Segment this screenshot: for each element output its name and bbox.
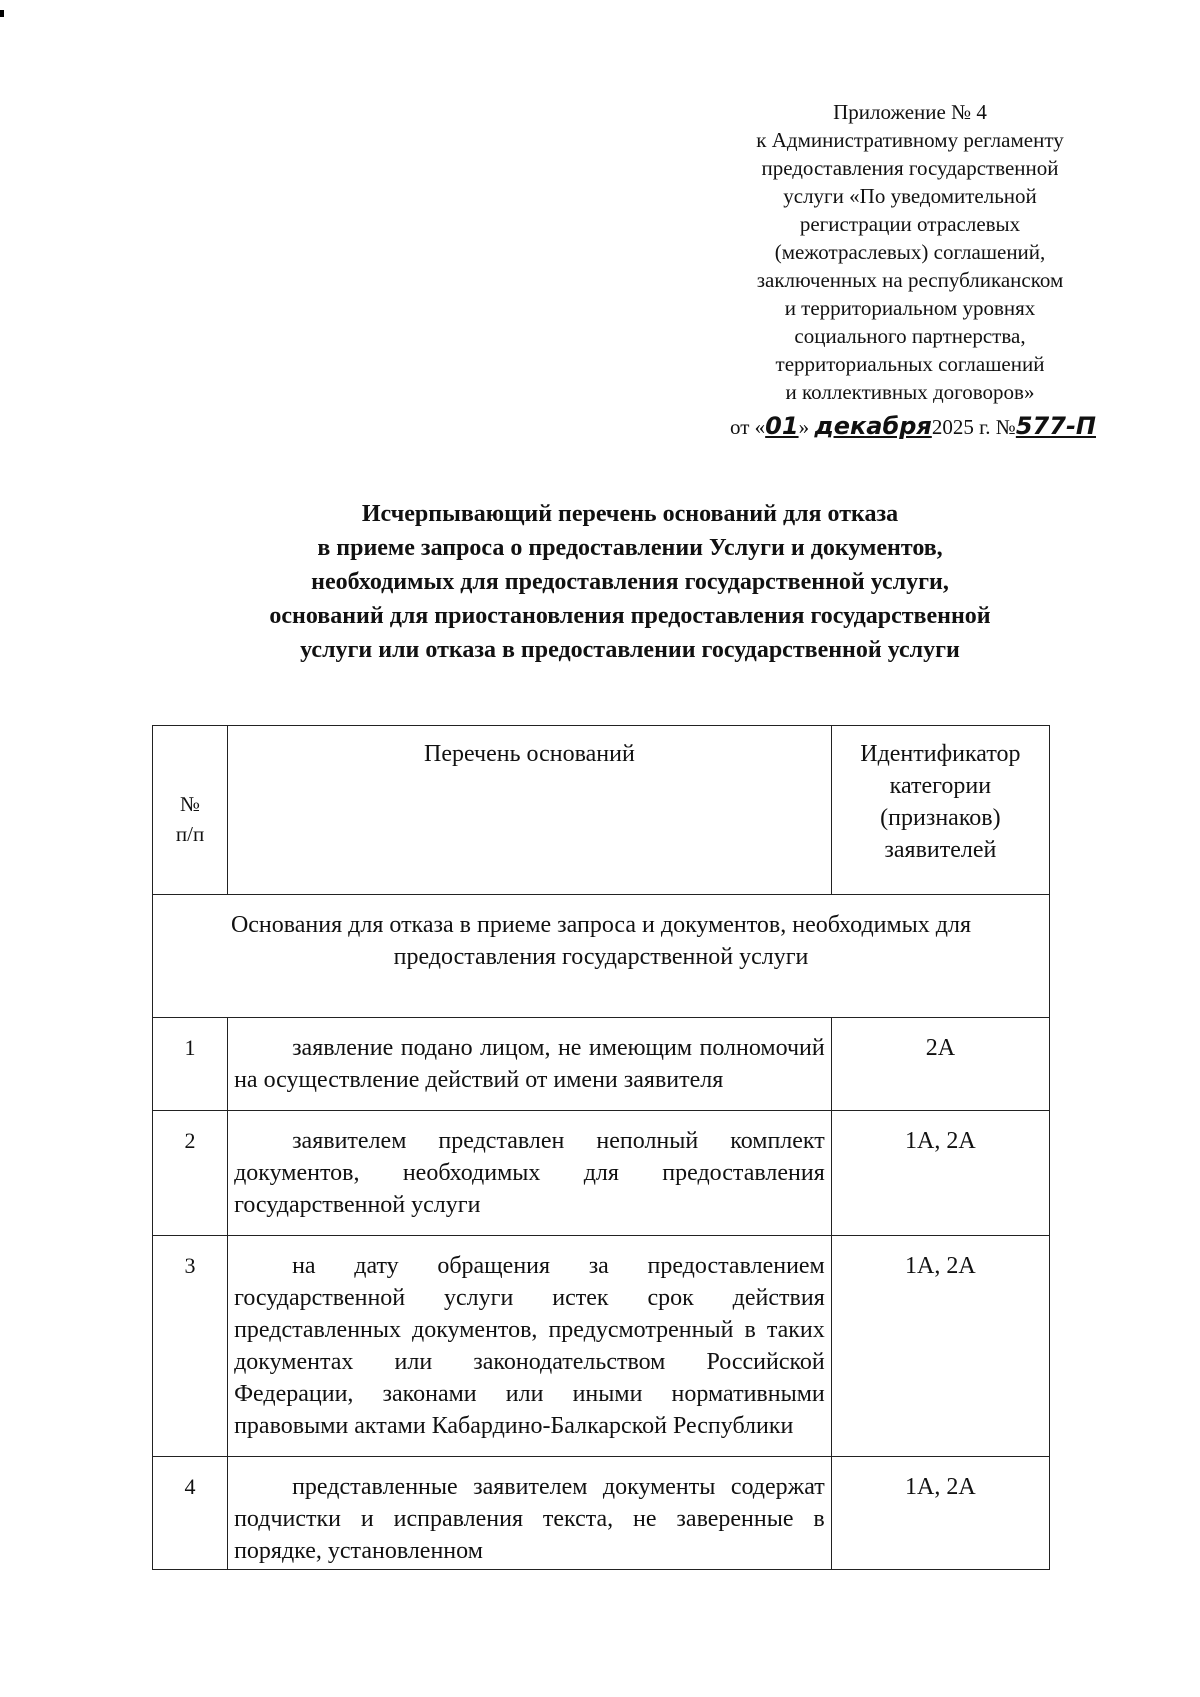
handwritten-month: декабря <box>814 412 932 440</box>
header-number-pp: п/п <box>175 822 205 846</box>
row-text <box>228 1111 832 1236</box>
table-row <box>153 1018 1050 1111</box>
decree-date-line <box>730 412 1096 440</box>
row-text <box>228 1457 832 1570</box>
header-id-line: (признаков) <box>880 805 1001 831</box>
row-text-content: представленные заявителем документы содержат подчистки и исправления текста, не заверенные в порядке, установленном <box>234 1474 825 1564</box>
header-number-symbol: № <box>180 792 201 816</box>
row-text <box>228 1236 832 1457</box>
appendix-line: социального партнерства, <box>794 324 1026 348</box>
appendix-line: к Административному регламенту <box>756 128 1064 152</box>
date-year: 2025 г. № <box>931 415 1016 439</box>
row-number: 4 <box>153 1457 228 1570</box>
title-line: необходимых для предоставления государственной услуги, <box>311 569 949 595</box>
row-category-id: 2А <box>831 1018 1049 1111</box>
date-mid: » <box>798 415 815 439</box>
table-row <box>153 1111 1050 1236</box>
appendix-line: предоставления государственной <box>761 156 1059 180</box>
grounds-table <box>152 725 1050 1570</box>
appendix-line: Приложение № 4 <box>833 100 987 124</box>
row-text-content: заявителем представлен неполный комплект документов, необходимых для предоставления государственной услуги <box>234 1128 825 1218</box>
appendix-line: территориальных соглашений <box>775 352 1045 376</box>
appendix-line: и территориальном уровнях <box>784 296 1036 320</box>
row-text <box>228 1018 832 1111</box>
document-title <box>170 497 1090 667</box>
table-row <box>153 1457 1050 1570</box>
row-number: 2 <box>153 1111 228 1236</box>
handwritten-day: 01 <box>765 412 799 440</box>
header-id-line: категории <box>889 773 992 799</box>
row-category-id: 1А, 2А <box>831 1111 1049 1236</box>
header-number <box>153 726 228 895</box>
handwritten-number: 577-П <box>1015 412 1096 440</box>
row-category-id: 1А, 2А <box>831 1236 1049 1457</box>
row-number: 3 <box>153 1236 228 1457</box>
scan-corner-mark <box>0 10 4 17</box>
appendix-line: услуги «По уведомительной <box>783 184 1037 208</box>
title-line: оснований для приостановления предоставления государственной <box>269 603 991 629</box>
row-number: 1 <box>153 1018 228 1111</box>
title-line: в приеме запроса о предоставлении Услуги и документов, <box>317 535 943 561</box>
header-id-line: Идентификатор <box>860 741 1021 767</box>
appendix-line: и коллективных договоров» <box>785 380 1035 404</box>
section-title: Основания для отказа в приеме запроса и документов, необходимых для предоставления государственной услуги <box>153 895 1050 1018</box>
header-id-line: заявителей <box>884 837 997 863</box>
title-line: Исчерпывающий перечень оснований для отказа <box>361 501 899 527</box>
appendix-line: (межотраслевых) соглашений, <box>774 240 1046 264</box>
row-text-content: заявление подано лицом, не имеющим полномочий на осуществление действий от имени заявителя <box>234 1035 825 1093</box>
table-row <box>153 1236 1050 1457</box>
appendix-line: заключенных на республиканском <box>756 268 1064 292</box>
section-row <box>153 895 1050 1018</box>
appendix-line: регистрации отраслевых <box>799 212 1021 236</box>
date-prefix: от « <box>730 415 766 439</box>
row-text-content: на дату обращения за предоставлением государственной услуги истек срок действия представленных документов, предусмотренный в таких документах или законодательством Российской Федерации, законами или иными нормативными правовыми актами Кабардино-Балкарской Республики <box>234 1253 825 1439</box>
header-grounds-list: Перечень оснований <box>228 726 832 895</box>
appendix-header <box>700 98 1120 406</box>
header-applicant-category <box>831 726 1049 895</box>
row-category-id: 1А, 2А <box>831 1457 1049 1570</box>
title-line: услуги или отказа в предоставлении государственной услуги <box>300 637 960 663</box>
table-header-row <box>153 726 1050 895</box>
